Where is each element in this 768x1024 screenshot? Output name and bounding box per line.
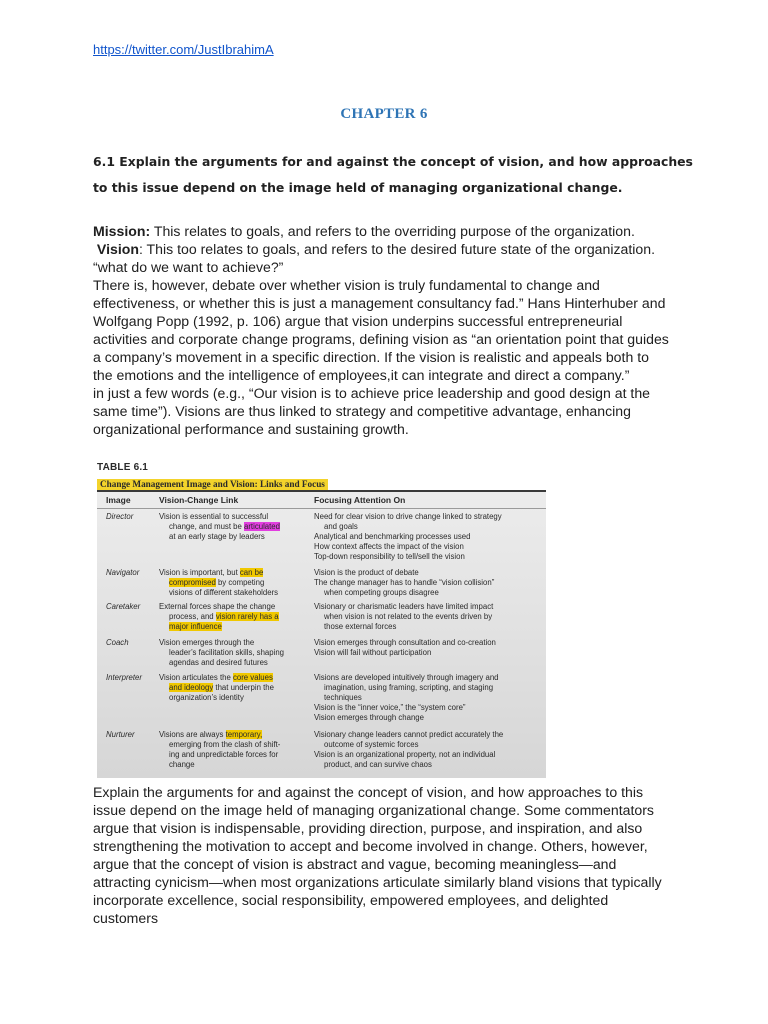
cell-line: emerging from the clash of shift- — [169, 739, 281, 749]
cell-line: External forces shape the change — [159, 602, 276, 611]
row-focus — [314, 568, 542, 598]
cell-line: change — [169, 759, 195, 769]
vision-text: : This too relates to goals, and refers to the desired future state of the organization. — [138, 241, 656, 257]
header-image: Image — [106, 495, 131, 505]
text-line: argue that the concept of vision is abstract and vague, becoming meaningless—and — [93, 856, 617, 872]
row-image: Navigator — [106, 568, 140, 577]
mission-line — [93, 222, 693, 240]
highlight-magenta: articulated — [244, 521, 280, 531]
row-image: Director — [106, 512, 134, 521]
highlight-yellow: temporary, — [225, 730, 263, 739]
text-line: There is, however, debate over whether vision is truly fundamental to change and — [93, 277, 600, 293]
text-line: Wolfgang Popp (1992, p. 106) argue that vision underpins successful entrepreneurial — [93, 313, 623, 329]
row-link — [159, 673, 309, 703]
cell-line: organization’s identity — [169, 692, 244, 702]
cell-line: at an early stage by leaders — [169, 531, 265, 541]
table-title: TABLE 6.1 — [97, 462, 149, 473]
cell-line: Vision will fail without participation — [314, 647, 432, 657]
cell-line: imagination, using framing, scripting, and staging — [324, 682, 494, 692]
chapter-heading: CHAPTER 6 — [340, 106, 428, 122]
vision-line — [93, 240, 693, 258]
highlight-yellow: compromised — [169, 577, 216, 587]
cell-line — [159, 578, 309, 588]
header-vision-change-link: Vision-Change Link — [159, 495, 239, 505]
cell-line: Vision is essential to successful — [159, 512, 269, 521]
text-line: the emotions and the intelligence of employees,it can integrate and direct a company.” — [93, 367, 630, 383]
cell-line: The change manager has to handle “vision collision” — [314, 577, 495, 587]
question-line: 6.1 Explain the arguments for and against the concept of vision, and how approaches — [93, 154, 693, 169]
cell-line: How context affects the impact of the vision — [314, 541, 464, 551]
cell-line — [159, 522, 309, 532]
text-line: activities and corporate change programs, defining vision as “an orientation point that guides — [93, 331, 669, 347]
question-line: to this issue depend on the image held of managing organizational change. — [93, 180, 623, 195]
cell-line — [159, 730, 309, 740]
cell-line — [159, 612, 309, 622]
cell-line: Vision emerges through the — [159, 638, 255, 647]
mission-label: Mission: — [93, 223, 151, 239]
row-link — [159, 602, 309, 632]
row-image: Coach — [106, 638, 129, 647]
cell-line: visions of different stakeholders — [169, 587, 279, 597]
cell-line: product, and can survive chaos — [324, 759, 432, 769]
cell-text: that underpin the — [213, 682, 274, 692]
question-heading — [93, 149, 693, 201]
cell-line: Vision is the product of debate — [314, 568, 419, 577]
highlight-yellow: and ideology — [169, 682, 214, 692]
highlight-yellow: major influence — [169, 621, 222, 631]
cell-line: Vision is an organizational property, not an individual — [314, 749, 496, 759]
table-header-row — [97, 492, 546, 509]
row-link — [159, 730, 309, 770]
cell-line: those external forces — [324, 621, 397, 631]
cell-line — [159, 622, 309, 632]
cell-text: Vision is important, but — [159, 568, 240, 577]
text-line: same time”). Visions are thus linked to strategy and competitive advantage, enhancing — [93, 403, 631, 419]
header-focusing-attention: Focusing Attention On — [314, 495, 406, 505]
cell-line: techniques — [324, 692, 362, 702]
row-link — [159, 512, 309, 542]
paragraph-answer — [93, 783, 693, 927]
text-line: “what do we want to achieve?” — [93, 259, 284, 275]
row-focus — [314, 638, 542, 658]
cell-line: Vision is the “inner voice,” the “system core” — [314, 702, 466, 712]
text-line: incorporate excellence, social responsibility, empowered employees, and delighted — [93, 892, 609, 908]
cell-line — [159, 683, 309, 693]
text-line: a company’s movement in a specific direction. If the vision is realistic and appeals both to — [93, 349, 649, 365]
cell-text: process, and — [169, 611, 216, 621]
cell-line: and goals — [324, 521, 358, 531]
cell-line: Vision emerges through consultation and co-creation — [314, 638, 496, 647]
cell-line: leader’s facilitation skills, shaping — [169, 647, 284, 657]
paragraph-mission-vision — [93, 222, 693, 438]
row-link — [159, 568, 309, 598]
text-line: issue depend on the image held of managing organizational change. Some commentators — [93, 802, 654, 818]
table-figure — [97, 462, 546, 776]
cell-line: Visions are developed intuitively through imagery and — [314, 673, 499, 682]
text-line: in just a few words (e.g., “Our vision is to achieve price leadership and good design at the — [93, 385, 651, 401]
twitter-link[interactable]: https://twitter.com/JustIbrahimA — [93, 42, 274, 57]
row-focus — [314, 673, 542, 723]
cell-line: when competing groups disagree — [324, 587, 439, 597]
cell-line: Visionary change leaders cannot predict accurately the — [314, 730, 504, 739]
cell-line — [159, 568, 309, 578]
table-body — [97, 490, 546, 778]
cell-text: Vision articulates the — [159, 673, 233, 682]
row-focus — [314, 512, 542, 562]
text-line: organizational performance and sustaining growth. — [93, 421, 409, 437]
text-line: effectiveness, or whether this is just a management consultancy fad.” Hans Hinterhuber and — [93, 295, 666, 311]
mission-text: This relates to goals, and refers to the overriding purpose of the organization. — [150, 223, 635, 239]
cell-line: ing and unpredictable forces for — [169, 749, 279, 759]
row-image: Interpreter — [106, 673, 142, 682]
text-line: Explain the arguments for and against the concept of vision, and how approaches to this — [93, 784, 644, 800]
cell-line: Visionary or charismatic leaders have limited impact — [314, 602, 494, 611]
vision-label: Vision — [96, 241, 139, 257]
table-caption: Change Management Image and Vision: Links and Focus — [97, 479, 328, 490]
row-image: Caretaker — [106, 602, 141, 611]
cell-text: Visions are always — [159, 730, 226, 739]
row-image: Nurturer — [106, 730, 135, 739]
cell-line: Need for clear vision to drive change linked to strategy — [314, 512, 502, 521]
highlight-yellow: vision rarely has a — [215, 611, 279, 621]
row-focus — [314, 602, 542, 632]
cell-text: by competing — [215, 577, 265, 587]
highlight-yellow: can be — [239, 568, 264, 577]
text-line: customers — [93, 910, 159, 926]
cell-line: outcome of systemic forces — [324, 739, 419, 749]
text-line: strengthening the motivation to accept and become involved in change. Others, however, — [93, 838, 648, 854]
text-line: argue that vision is indispensable, providing direction, purpose, and inspiration, and also — [93, 820, 643, 836]
cell-line — [159, 673, 309, 683]
text-line: attracting cynicism—when most organizations articulate similarly bland visions that typically — [93, 874, 662, 890]
row-link — [159, 638, 309, 668]
row-focus — [314, 730, 542, 770]
cell-line: Top-down responsibility to tell/sell the vision — [314, 551, 465, 561]
cell-line: Analytical and benchmarking processes used — [314, 531, 471, 541]
cell-text: change, and must be — [169, 521, 244, 531]
cell-line: when vision is not related to the events driven by — [324, 611, 493, 621]
cell-line: agendas and desired futures — [169, 657, 268, 667]
highlight-yellow: core values — [232, 673, 273, 682]
cell-line: Vision emerges through change — [314, 712, 424, 722]
